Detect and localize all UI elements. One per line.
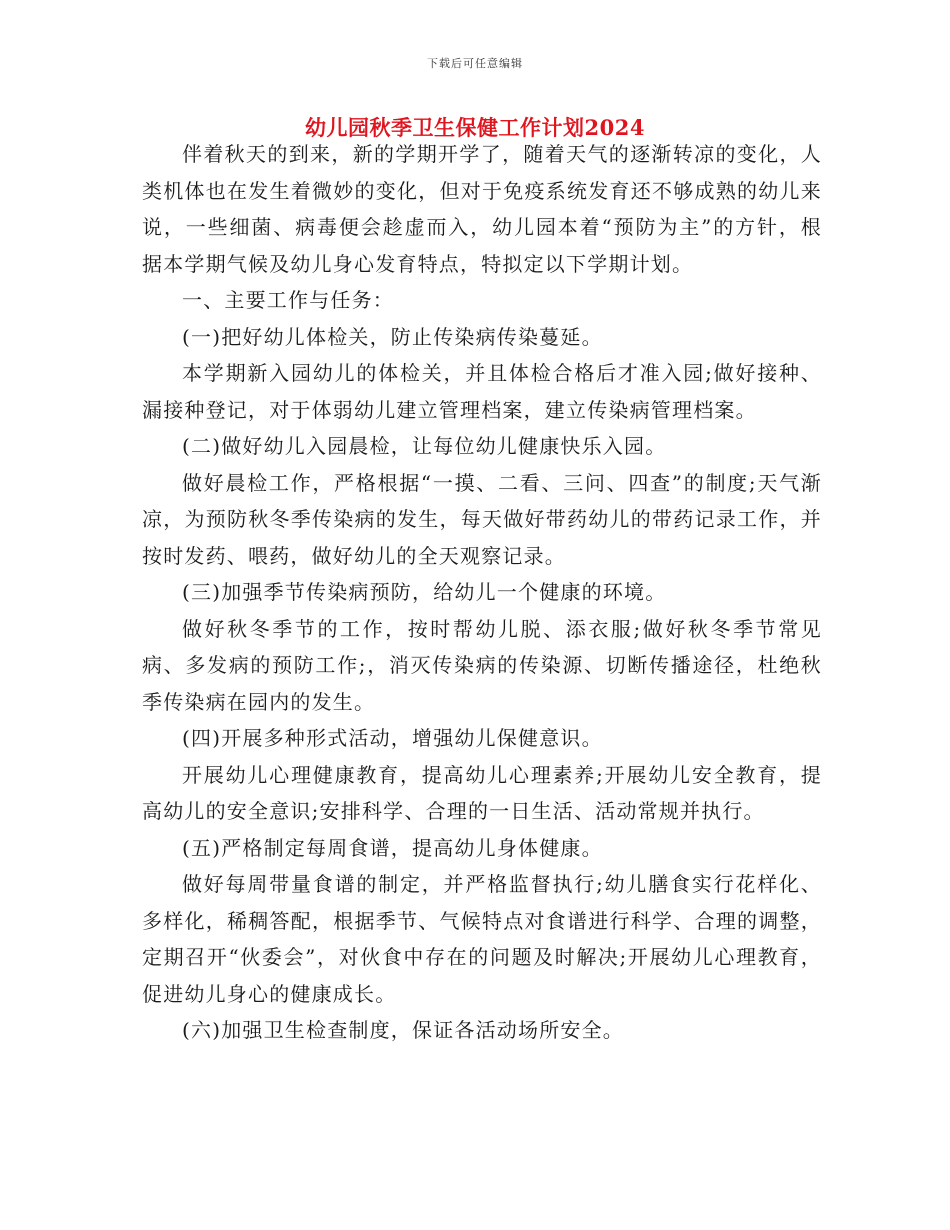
subsection-heading: (四)开展多种形式活动，增强幼儿保健意识。 — [182, 726, 603, 750]
body-paragraph: 做好秋冬季节的工作，按时帮幼儿脱、添衣服;做好秋冬季节常见病、多发病的预防工作;，消灭传染病的传染源、切断传播途径，杜绝秋季传染病在园内的发生。 — [142, 616, 822, 714]
body-paragraph: 做好每周带量食谱的制定，并严格监督执行;幼儿膳食实行花样化、多样化，稀稠答配，根据季节、气候特点对食谱进行科学、合理的调整，定期召开“伙委会”，对伙食中存在的问题及时解决;开展幼儿心理教育，促进幼儿身心的健康成长。 — [142, 872, 822, 1006]
subsection-heading: (六)加强卫生检查制度，保证各活动场所安全。 — [182, 1018, 625, 1042]
document-title: 幼儿园秋季卫生保健工作计划2024 — [305, 115, 645, 140]
body-paragraph: 开展幼儿心理健康教育，提高幼儿心理素养;开展幼儿安全教育，提高幼儿的安全意识;安排科学、合理的一日生活、活动常规并执行。 — [142, 762, 822, 823]
subsection-heading: (二)做好幼儿入园晨检，让每位幼儿健康快乐入园。 — [182, 434, 667, 458]
body-paragraph: 本学期新入园幼儿的体检关，并且体检合格后才准入园;做好接种、漏接种登记，对于体弱幼儿建立管理档案，建立传染病管理档案。 — [142, 361, 822, 422]
section-heading: 一、主要工作与任务： — [182, 288, 394, 312]
document-body — [142, 136, 822, 1049]
subsection-heading: (一)把好幼儿体检关，防止传染病传染蔓延。 — [182, 324, 603, 349]
subsection-heading: (三)加强季节传染病预防，给幼儿一个健康的环境。 — [182, 580, 667, 604]
intro-paragraph: 伴着秋天的到来，新的学期开学了，随着天气的逐渐转凉的变化，人类机体也在发生着微妙的变化，但对于免疫系统发育还不够成熟的幼儿来说，一些细菌、病毒便会趁虚而入，幼儿园本着“预防为主”的方针，根据本学期气候及幼儿身心发育特点，特拟定以下学期计划。 — [142, 142, 822, 276]
subsection-heading: (五)严格制定每周食谱，提高幼儿身体健康。 — [182, 835, 603, 860]
body-paragraph: 做好晨检工作，严格根据“一摸、二看、三问、四查”的制度;天气渐凉，为预防秋冬季传染病的发生，每天做好带药幼儿的带药记录工作，并按时发药、喂药，做好幼儿的全天观察记录。 — [142, 470, 822, 568]
header-note: 下载后可任意编辑 — [427, 57, 523, 70]
